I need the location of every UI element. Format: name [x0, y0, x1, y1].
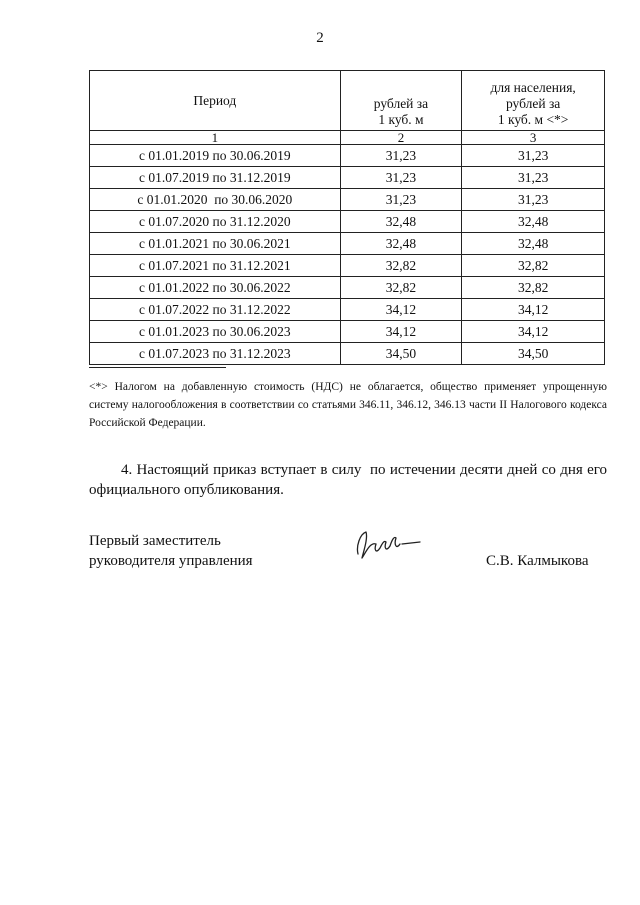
period-cell: с 01.07.2020 по 31.12.2020	[90, 211, 341, 233]
signer-name: С.В. Калмыкова	[486, 553, 589, 569]
column-number: 1	[90, 131, 341, 145]
population-rate-cell: 32,82	[462, 277, 605, 299]
header-population-line1: для населения,	[490, 80, 576, 95]
column-number: 2	[340, 131, 462, 145]
population-rate-cell: 34,12	[462, 321, 605, 343]
rate-cell: 32,82	[340, 277, 462, 299]
table-row	[90, 167, 605, 189]
population-rate-cell: 34,50	[462, 343, 605, 365]
table-row	[90, 233, 605, 255]
tariff-table	[89, 70, 605, 365]
rate-cell: 34,50	[340, 343, 462, 365]
population-rate-cell: 32,48	[462, 211, 605, 233]
page-number: 2	[316, 30, 324, 46]
period-cell: с 01.01.2023 по 30.06.2023	[90, 321, 341, 343]
rate-cell: 31,23	[340, 145, 462, 167]
rate-cell: 34,12	[340, 299, 462, 321]
column-number: 3	[462, 131, 605, 145]
period-cell: с 01.07.2022 по 31.12.2022	[90, 299, 341, 321]
header-rub-per-m3-line1: рублей за	[373, 96, 429, 111]
signer-title-line2: руководителя управления	[89, 553, 253, 569]
table-row	[90, 299, 605, 321]
rate-cell: 32,48	[340, 211, 462, 233]
table-row	[90, 255, 605, 277]
handwritten-signature	[350, 524, 430, 564]
period-cell: с 01.01.2019 по 30.06.2019	[90, 145, 341, 167]
table-row	[90, 189, 605, 211]
period-cell: с 01.01.2021 по 30.06.2021	[90, 233, 341, 255]
header-population-line3: 1 куб. м <*>	[497, 112, 569, 127]
rate-cell: 32,48	[340, 233, 462, 255]
table-row	[90, 343, 605, 365]
column-number-row	[90, 131, 605, 145]
population-rate-cell: 32,82	[462, 255, 605, 277]
population-rate-cell: 31,23	[462, 145, 605, 167]
period-cell: с 01.07.2023 по 31.12.2023	[90, 343, 341, 365]
footnote-divider	[89, 367, 226, 368]
table-row	[90, 145, 605, 167]
period-cell: с 01.01.2020 по 30.06.2020	[90, 189, 341, 211]
population-rate-cell: 32,48	[462, 233, 605, 255]
population-rate-cell: 34,12	[462, 299, 605, 321]
rate-cell: 31,23	[340, 167, 462, 189]
period-cell: с 01.01.2022 по 30.06.2022	[90, 277, 341, 299]
rate-cell: 32,82	[340, 255, 462, 277]
period-cell: с 01.07.2021 по 31.12.2021	[90, 255, 341, 277]
header-period: Период	[90, 71, 341, 131]
table-row	[90, 277, 605, 299]
clause-4-text: 4. Настоящий приказ вступает в силу по истечении десяти дней со дня его официального опубликования.	[89, 462, 611, 498]
header-rub-per-m3-line2: 1 куб. м	[378, 112, 424, 127]
rate-cell: 34,12	[340, 321, 462, 343]
table-row	[90, 211, 605, 233]
header-rub-per-m3	[340, 71, 462, 131]
rate-cell: 31,23	[340, 189, 462, 211]
header-population-line2: рублей за	[505, 96, 561, 111]
table-row	[90, 321, 605, 343]
period-cell: с 01.07.2019 по 31.12.2019	[90, 167, 341, 189]
header-population-rub-per-m3	[462, 71, 605, 131]
signer-title	[89, 531, 253, 571]
footnote-text: <*> Налогом на добавленную стоимость (НДС) не облагается, общество применяет упрощенную систему налогообложения в соответствии со статьями 346.11, 346.12, 346.13 части II Налогового кодекса Российской Федерации.	[89, 381, 607, 429]
population-rate-cell: 31,23	[462, 167, 605, 189]
table-header-row	[90, 71, 605, 131]
population-rate-cell: 31,23	[462, 189, 605, 211]
signer-title-line1: Первый заместитель	[89, 533, 221, 549]
